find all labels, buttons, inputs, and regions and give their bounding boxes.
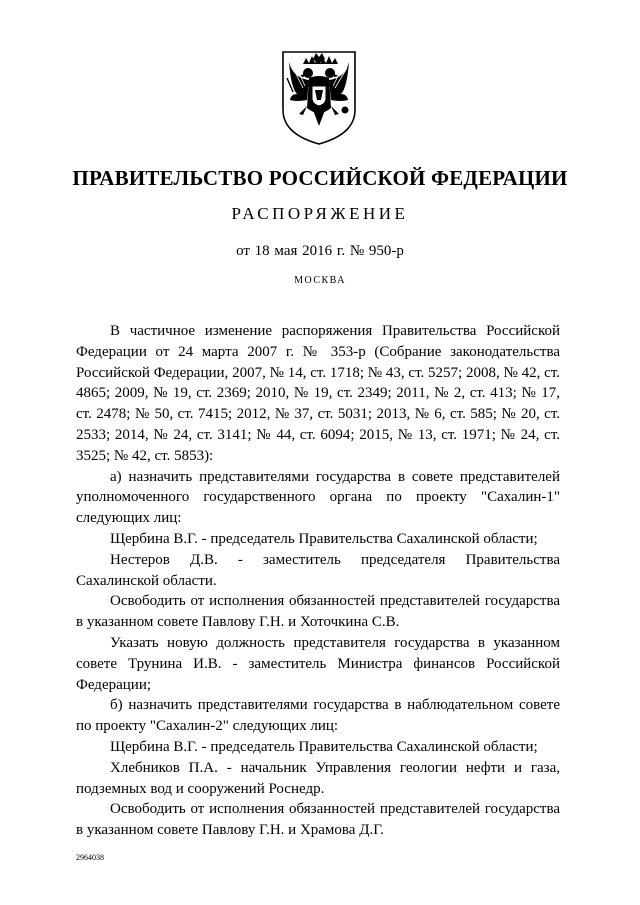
paragraph-appointee: Нестеров Д.В. - заместитель председателя Правительства Сахалинской области.	[76, 551, 560, 589]
paragraph-item-a: а) назначить представителями государства в совете представителей уполномоченного государственного органа по проекту "Сахалин-1" следующих лиц:	[76, 468, 560, 527]
document-date-number: от 18 мая 2016 г. № 950-р	[236, 243, 404, 259]
paragraph-release: Освободить от исполнения обязанностей представителей государства в указанном совете Павлову Г.Н. и Храмова Д.Г.	[76, 801, 560, 839]
document-code: 2964038	[76, 853, 104, 862]
paragraph-appointee: Щербина В.Г. - председатель Правительства Сахалинской области;	[110, 530, 538, 547]
paragraph-preamble: В частичное изменение распоряжения Правительства Российской Федерации от 24 марта 2007 г. № 353-р (Собрание законодательства Российской Федерации, 2007, № 14, ст. 1718; № 43, ст. 5257; 2008, № 42, ст. 4865; 2009, № 19, ст. 2369; 2010, № 19, ст. 2349; 2011, № 2, ст. 413; № 17, ст. 2478; № 50, ст. 7415; 2012, № 37, ст. 5031; 2013, № 6, ст. 585; № 20, ст. 2533; 2014, № 24, ст. 3141; № 44, ст. 6094; 2015, № 13, ст. 1971; № 24, ст. 3525; № 42, ст. 5853):	[76, 323, 560, 464]
paragraph-position-change: Указать новую должность представителя государства в указанном совете Трунина И.В. - заместитель Министра финансов Российской Федерации;	[76, 634, 560, 693]
paragraph-item-b: б) назначить представителями государства в наблюдательном совете по проекту "Сахалин-2" следующих лиц:	[76, 697, 560, 735]
coat-of-arms-icon	[273, 48, 365, 148]
organization-title: ПРАВИТЕЛЬСТВО РОССИЙСКОЙ ФЕДЕРАЦИИ	[72, 166, 568, 190]
paragraph-release: Освободить от исполнения обязанностей представителей государства в указанном совете Павлову Г.Н. и Хоточкина С.В.	[76, 593, 560, 631]
document-body	[76, 321, 560, 841]
document-city: МОСКВА	[294, 275, 346, 286]
paragraph-appointee: Щербина В.Г. - председатель Правительства Сахалинской области;	[110, 738, 538, 755]
document-type: РАСПОРЯЖЕНИЕ	[231, 204, 409, 223]
paragraph-appointee: Хлебников П.А. - начальник Управления геологии нефти и газа, подземных вод и сооружений Роснедр.	[76, 759, 560, 797]
